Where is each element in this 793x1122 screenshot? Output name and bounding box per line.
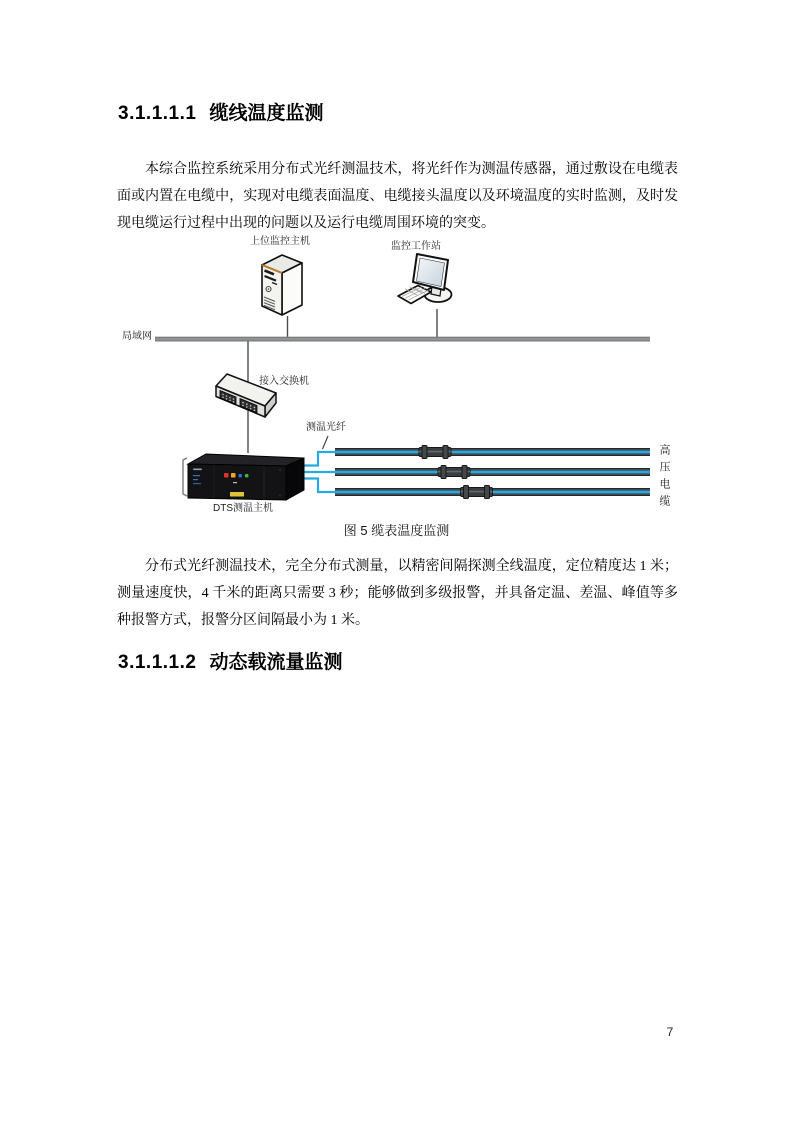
label-hv-cable: 高压电缆 [658, 444, 670, 512]
cable-joint-icon [461, 486, 493, 499]
heading-title: 动态载流量监测 [209, 652, 343, 673]
cable-joint-icon [419, 446, 451, 459]
heading-number: 3.1.1.1.1 [118, 103, 197, 124]
page-number: 7 [666, 1025, 674, 1039]
figure-caption: 图 5 缆表温度监测 [343, 523, 450, 538]
lan-bus-line [155, 337, 650, 342]
fiber-label-pointer [323, 436, 329, 449]
section-heading-1 [118, 102, 323, 126]
workstation-icon [396, 252, 462, 310]
heading-number: 3.1.1.1.2 [118, 652, 197, 673]
label-fiber: 测温光纤 [306, 422, 346, 433]
body-paragraph-2: 分布式光纤测温技术，完全分布式测量，以精密间隔探测全线温度，定位精度达 1 米；测量速度快，4 千米的距离只需要 3 秒；能够做到多级报警，并具备定温、差温、峰值等多种报警方式，报警分区间隔最小为 1 米。 [117, 559, 678, 628]
label-switch: 接入交换机 [259, 376, 309, 387]
label-dts: DTS测温主机 [213, 503, 273, 514]
label-server: 上位监控主机 [250, 236, 310, 247]
hv-cable-2 [335, 468, 650, 476]
cable-joint-icon [438, 466, 470, 479]
label-lan: 局域网 [122, 331, 152, 342]
dts-host-icon [180, 451, 306, 505]
label-workstation: 监控工作站 [391, 241, 441, 252]
body-paragraph-1: 本综合监控系统采用分布式光纤测温技术，将光纤作为测温传感器，通过敷设在电缆表面或内置在电缆中，实现对电缆表面温度、电缆接头温度以及环境温度的实时监测，及时发现电缆运行过程中出现的问题以及运行电缆周围环境的突变。 [117, 162, 678, 231]
section-heading-2 [118, 651, 342, 675]
hv-cable-1 [335, 448, 650, 456]
heading-title: 缆线温度监测 [209, 103, 324, 124]
server-tower-icon [252, 248, 312, 318]
figure-cable-temperature-diagram [0, 237, 793, 518]
